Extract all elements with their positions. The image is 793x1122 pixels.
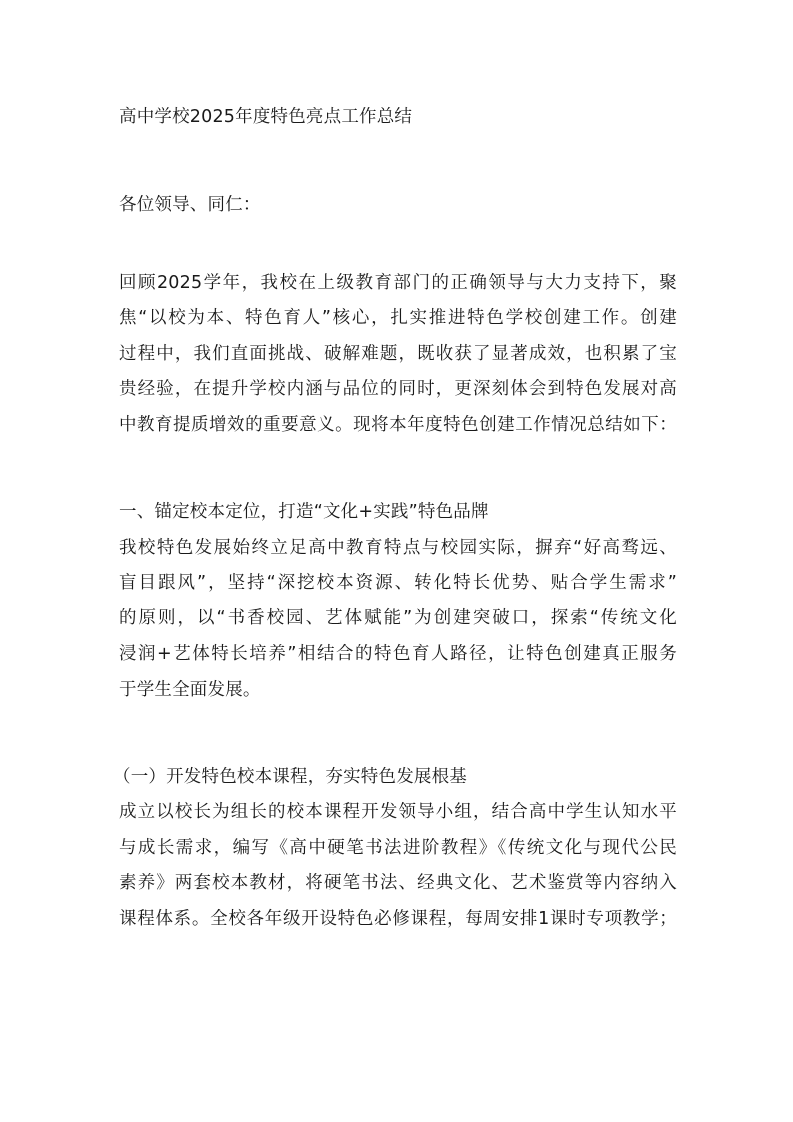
paragraph-line: 中教育提质增效的重要意义。现将本年度特色创建工作情况总结如下： — [119, 415, 677, 435]
paragraph-line: 我校特色发展始终立足高中教育特点与校园实际，摒弃“好高骛远、 — [119, 538, 677, 558]
paragraph-line: 过程中，我们直面挑战、破解难题，既收获了显著成效，也积累了宝 — [119, 344, 677, 364]
paragraph-line: 浸润+艺体特长培养”相结合的特色育人路径，让特色创建真正服务 — [119, 644, 677, 664]
paragraph-line: 于学生全面发展。 — [119, 680, 261, 700]
paragraph-line: 的原则，以“书香校园、艺体赋能”为创建突破口，探索“传统文化 — [119, 608, 677, 628]
paragraph-line: 素养》两套校本教材，将硬笔书法、经典文化、艺术鉴赏等内容纳入 — [119, 873, 677, 893]
paragraph-line: 盲目跟风”，坚持“深挖校本资源、转化特长优势、贴合学生需求” — [119, 573, 677, 593]
paragraph-line: 与成长需求，编写《高中硬笔书法进阶教程》《传统文化与现代公民 — [119, 838, 677, 858]
paragraph-line: 成立以校长为组长的校本课程开发领导小组，结合高中学生认知水平 — [119, 802, 677, 822]
paragraph-line: 回顾2025学年，我校在上级教育部门的正确领导与大力支持下，聚 — [119, 273, 677, 293]
section-heading: 一、锚定校本定位，打造“文化+实践”特色品牌 — [119, 502, 489, 522]
paragraph-line: 贵经验，在提升学校内涵与品位的同时，更深刻体会到特色发展对高 — [119, 379, 677, 399]
paragraph-line: 焦“以校为本、特色育人”核心，扎实推进特色学校创建工作。创建 — [119, 308, 677, 328]
subsection-heading: （一）开发特色校本课程，夯实特色发展根基 — [113, 767, 467, 787]
greeting: 各位领导、同仁： — [119, 195, 261, 215]
paragraph-line: 课程体系。全校各年级开设特色必修课程，每周安排1课时专项教学； — [119, 909, 677, 929]
document-title: 高中学校2025年度特色亮点工作总结 — [119, 107, 413, 127]
